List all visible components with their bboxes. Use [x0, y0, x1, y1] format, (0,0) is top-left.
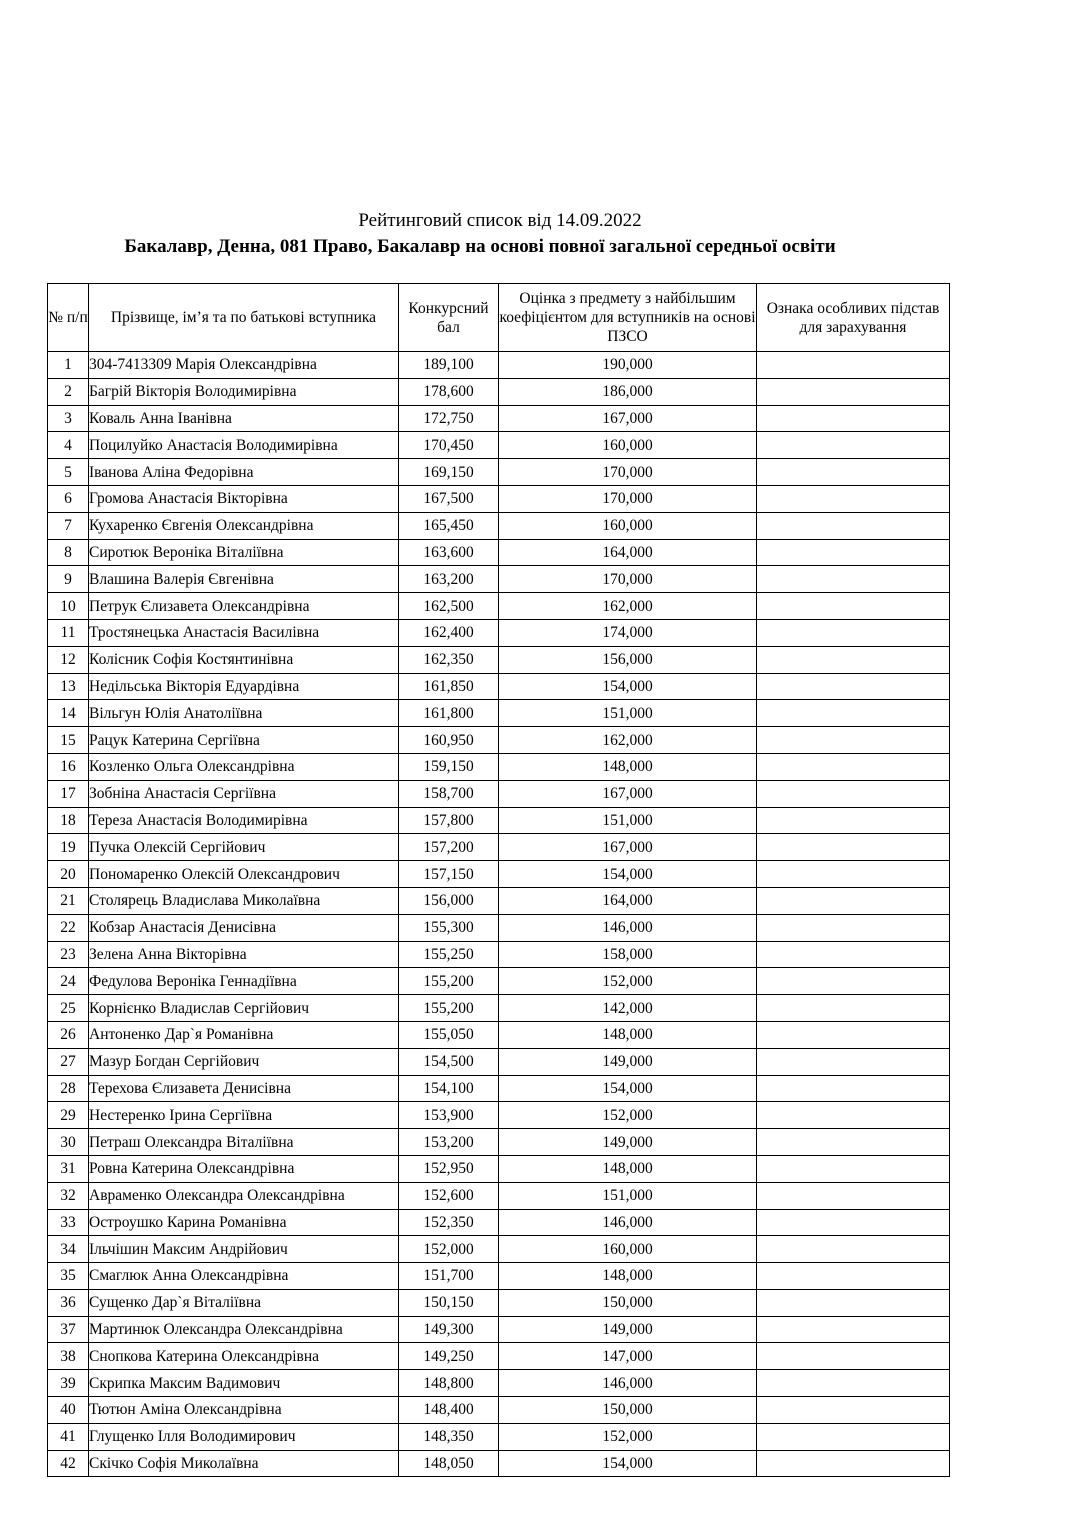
- applicant-name-cell: Скрипка Максим Вадимович: [89, 1370, 399, 1397]
- table-row: [48, 807, 950, 834]
- applicant-name-cell: Коваль Анна Іванівна: [89, 405, 399, 432]
- table-row: [48, 1129, 950, 1156]
- col-header-subject-score: Оцінка з предмету з найбільшим коефіцієнтом для вступників на основі ПЗСО: [499, 284, 757, 352]
- competitive-score-cell: 151,700: [399, 1263, 499, 1290]
- table-row: [48, 1423, 950, 1450]
- table-row: [48, 378, 950, 405]
- competitive-score-cell: 163,200: [399, 566, 499, 593]
- row-number-cell: 39: [48, 1370, 89, 1397]
- special-grounds-cell: [757, 995, 950, 1022]
- table-row: [48, 1048, 950, 1075]
- table-row: [48, 941, 950, 968]
- special-grounds-cell: [757, 673, 950, 700]
- special-grounds-cell: [757, 1370, 950, 1397]
- applicant-name-cell: Громова Анастасія Вікторівна: [89, 485, 399, 512]
- special-grounds-cell: [757, 459, 950, 486]
- special-grounds-cell: [757, 1316, 950, 1343]
- special-grounds-cell: [757, 1450, 950, 1477]
- subject-score-cell: 167,000: [499, 405, 757, 432]
- competitive-score-cell: 155,200: [399, 995, 499, 1022]
- row-number-cell: 7: [48, 512, 89, 539]
- subject-score-cell: 147,000: [499, 1343, 757, 1370]
- applicant-name-cell: Колісник Софія Костянтинівна: [89, 646, 399, 673]
- table-row: [48, 995, 950, 1022]
- row-number-cell: 11: [48, 619, 89, 646]
- competitive-score-cell: 148,400: [399, 1397, 499, 1424]
- applicant-name-cell: Ільчішин Максим Андрійович: [89, 1236, 399, 1263]
- competitive-score-cell: 159,150: [399, 753, 499, 780]
- competitive-score-cell: 153,200: [399, 1129, 499, 1156]
- subject-score-cell: 160,000: [499, 1236, 757, 1263]
- special-grounds-cell: [757, 1236, 950, 1263]
- competitive-score-cell: 152,350: [399, 1209, 499, 1236]
- special-grounds-cell: [757, 619, 950, 646]
- competitive-score-cell: 165,450: [399, 512, 499, 539]
- competitive-score-cell: 148,800: [399, 1370, 499, 1397]
- table-row: [48, 405, 950, 432]
- competitive-score-cell: 189,100: [399, 352, 499, 379]
- competitive-score-cell: 163,600: [399, 539, 499, 566]
- row-number-cell: 2: [48, 378, 89, 405]
- row-number-cell: 10: [48, 593, 89, 620]
- special-grounds-cell: [757, 1021, 950, 1048]
- subject-score-cell: 170,000: [499, 566, 757, 593]
- row-number-cell: 31: [48, 1155, 89, 1182]
- special-grounds-cell: [757, 432, 950, 459]
- subject-score-cell: 174,000: [499, 619, 757, 646]
- applicant-name-cell: Нестеренко Ірина Сергіївна: [89, 1102, 399, 1129]
- table-row: [48, 834, 950, 861]
- table-row: [48, 753, 950, 780]
- competitive-score-cell: 161,800: [399, 700, 499, 727]
- competitive-score-cell: 156,000: [399, 887, 499, 914]
- subject-score-cell: 142,000: [499, 995, 757, 1022]
- table-row: [48, 700, 950, 727]
- competitive-score-cell: 162,350: [399, 646, 499, 673]
- row-number-cell: 35: [48, 1263, 89, 1290]
- applicant-name-cell: Сущенко Дар`я Віталіївна: [89, 1289, 399, 1316]
- table-row: [48, 1450, 950, 1477]
- row-number-cell: 12: [48, 646, 89, 673]
- applicant-name-cell: Влашина Валерія Євгенівна: [89, 566, 399, 593]
- special-grounds-cell: [757, 1209, 950, 1236]
- table-row: [48, 1370, 950, 1397]
- competitive-score-cell: 148,350: [399, 1423, 499, 1450]
- applicant-name-cell: Вільгун Юлія Анатоліївна: [89, 700, 399, 727]
- competitive-score-cell: 160,950: [399, 727, 499, 754]
- applicant-name-cell: Рацук Катерина Сергіївна: [89, 727, 399, 754]
- applicant-name-cell: Федулова Вероніка Геннадіївна: [89, 968, 399, 995]
- applicant-name-cell: Петрук Єлизавета Олександрівна: [89, 593, 399, 620]
- subject-score-cell: 148,000: [499, 1021, 757, 1048]
- subject-score-cell: 154,000: [499, 673, 757, 700]
- applicant-name-cell: Снопкова Катерина Олександрівна: [89, 1343, 399, 1370]
- table-row: [48, 619, 950, 646]
- subject-score-cell: 146,000: [499, 914, 757, 941]
- applicant-name-cell: Тереза Анастасія Володимирівна: [89, 807, 399, 834]
- table-body: [48, 352, 950, 1477]
- subject-score-cell: 151,000: [499, 807, 757, 834]
- row-number-cell: 24: [48, 968, 89, 995]
- competitive-score-cell: 153,900: [399, 1102, 499, 1129]
- row-number-cell: 23: [48, 941, 89, 968]
- applicant-name-cell: Козленко Ольга Олександрівна: [89, 753, 399, 780]
- special-grounds-cell: [757, 753, 950, 780]
- row-number-cell: 9: [48, 566, 89, 593]
- row-number-cell: 25: [48, 995, 89, 1022]
- table-row: [48, 1289, 950, 1316]
- competitive-score-cell: 152,950: [399, 1155, 499, 1182]
- applicant-name-cell: Мазур Богдан Сергійович: [89, 1048, 399, 1075]
- competitive-score-cell: 162,500: [399, 593, 499, 620]
- table-row: [48, 1316, 950, 1343]
- special-grounds-cell: [757, 485, 950, 512]
- subject-score-cell: 152,000: [499, 1423, 757, 1450]
- subject-score-cell: 154,000: [499, 1450, 757, 1477]
- competitive-score-cell: 155,300: [399, 914, 499, 941]
- special-grounds-cell: [757, 378, 950, 405]
- row-number-cell: 5: [48, 459, 89, 486]
- row-number-cell: 19: [48, 834, 89, 861]
- subject-score-cell: 190,000: [499, 352, 757, 379]
- row-number-cell: 38: [48, 1343, 89, 1370]
- competitive-score-cell: 155,250: [399, 941, 499, 968]
- competitive-score-cell: 152,000: [399, 1236, 499, 1263]
- table-row: [48, 887, 950, 914]
- table-row: [48, 512, 950, 539]
- applicant-name-cell: Поцилуйко Анастасія Володимирівна: [89, 432, 399, 459]
- subject-score-cell: 149,000: [499, 1048, 757, 1075]
- subject-score-cell: 150,000: [499, 1397, 757, 1424]
- special-grounds-cell: [757, 539, 950, 566]
- subject-score-cell: 152,000: [499, 1102, 757, 1129]
- applicant-name-cell: Іванова Аліна Федорівна: [89, 459, 399, 486]
- special-grounds-cell: [757, 1155, 950, 1182]
- table-row: [48, 1236, 950, 1263]
- special-grounds-cell: [757, 405, 950, 432]
- subject-score-cell: 149,000: [499, 1316, 757, 1343]
- row-number-cell: 15: [48, 727, 89, 754]
- col-header-special-grounds: Ознака особливих підстав для зарахування: [757, 284, 950, 352]
- special-grounds-cell: [757, 1397, 950, 1424]
- row-number-cell: 28: [48, 1075, 89, 1102]
- row-number-cell: 16: [48, 753, 89, 780]
- subject-score-cell: 162,000: [499, 727, 757, 754]
- table-row: [48, 352, 950, 379]
- subject-score-cell: 170,000: [499, 459, 757, 486]
- competitive-score-cell: 148,050: [399, 1450, 499, 1477]
- table-row: [48, 914, 950, 941]
- table-row: [48, 593, 950, 620]
- table-row: [48, 968, 950, 995]
- competitive-score-cell: 162,400: [399, 619, 499, 646]
- competitive-score-cell: 149,250: [399, 1343, 499, 1370]
- special-grounds-cell: [757, 1182, 950, 1209]
- table-header: [48, 284, 950, 352]
- subject-score-cell: 162,000: [499, 593, 757, 620]
- competitive-score-cell: 155,200: [399, 968, 499, 995]
- applicant-name-cell: Глущенко Ілля Володимирович: [89, 1423, 399, 1450]
- row-number-cell: 18: [48, 807, 89, 834]
- table-row: [48, 1155, 950, 1182]
- special-grounds-cell: [757, 1102, 950, 1129]
- row-number-cell: 4: [48, 432, 89, 459]
- subject-score-cell: 146,000: [499, 1209, 757, 1236]
- competitive-score-cell: 169,150: [399, 459, 499, 486]
- special-grounds-cell: [757, 914, 950, 941]
- special-grounds-cell: [757, 1343, 950, 1370]
- special-grounds-cell: [757, 861, 950, 888]
- special-grounds-cell: [757, 1263, 950, 1290]
- competitive-score-cell: 150,150: [399, 1289, 499, 1316]
- table-row: [48, 1397, 950, 1424]
- applicant-name-cell: Недільська Вікторія Едуардівна: [89, 673, 399, 700]
- applicant-name-cell: Пучка Олексій Сергійович: [89, 834, 399, 861]
- subject-score-cell: 151,000: [499, 1182, 757, 1209]
- table-row: [48, 1075, 950, 1102]
- special-grounds-cell: [757, 727, 950, 754]
- special-grounds-cell: [757, 1129, 950, 1156]
- row-number-cell: 30: [48, 1129, 89, 1156]
- applicant-name-cell: Тростянецька Анастасія Василівна: [89, 619, 399, 646]
- subject-score-cell: 167,000: [499, 780, 757, 807]
- special-grounds-cell: [757, 780, 950, 807]
- row-number-cell: 41: [48, 1423, 89, 1450]
- competitive-score-cell: 152,600: [399, 1182, 499, 1209]
- row-number-cell: 13: [48, 673, 89, 700]
- subject-score-cell: 164,000: [499, 539, 757, 566]
- subject-score-cell: 152,000: [499, 968, 757, 995]
- table-row: [48, 1102, 950, 1129]
- special-grounds-cell: [757, 887, 950, 914]
- competitive-score-cell: 167,500: [399, 485, 499, 512]
- subject-score-cell: 170,000: [499, 485, 757, 512]
- row-number-cell: 37: [48, 1316, 89, 1343]
- row-number-cell: 8: [48, 539, 89, 566]
- subject-score-cell: 158,000: [499, 941, 757, 968]
- subject-score-cell: 156,000: [499, 646, 757, 673]
- subject-score-cell: 154,000: [499, 1075, 757, 1102]
- competitive-score-cell: 170,450: [399, 432, 499, 459]
- col-header-number: № п/п: [48, 284, 89, 352]
- applicant-name-cell: Ровна Катерина Олександрівна: [89, 1155, 399, 1182]
- row-number-cell: 42: [48, 1450, 89, 1477]
- subject-score-cell: 186,000: [499, 378, 757, 405]
- competitive-score-cell: 154,100: [399, 1075, 499, 1102]
- applicant-name-cell: Смаглюк Анна Олександрівна: [89, 1263, 399, 1290]
- table-row: [48, 485, 950, 512]
- special-grounds-cell: [757, 352, 950, 379]
- subject-score-cell: 151,000: [499, 700, 757, 727]
- competitive-score-cell: 149,300: [399, 1316, 499, 1343]
- subject-score-cell: 150,000: [499, 1289, 757, 1316]
- row-number-cell: 14: [48, 700, 89, 727]
- special-grounds-cell: [757, 1075, 950, 1102]
- subject-score-cell: 148,000: [499, 1155, 757, 1182]
- applicant-name-cell: Остроушко Карина Романівна: [89, 1209, 399, 1236]
- row-number-cell: 40: [48, 1397, 89, 1424]
- competitive-score-cell: 157,150: [399, 861, 499, 888]
- competitive-score-cell: 157,200: [399, 834, 499, 861]
- table-row: [48, 1209, 950, 1236]
- competitive-score-cell: 157,800: [399, 807, 499, 834]
- special-grounds-cell: [757, 807, 950, 834]
- subject-score-cell: 149,000: [499, 1129, 757, 1156]
- applicant-name-cell: Кобзар Анастасія Денисівна: [89, 914, 399, 941]
- applicant-name-cell: Сиротюк Вероніка Віталіївна: [89, 539, 399, 566]
- applicant-name-cell: Зелена Анна Вікторівна: [89, 941, 399, 968]
- applicant-name-cell: Столярець Владислава Миколаївна: [89, 887, 399, 914]
- col-header-score: Конкурсний бал: [399, 284, 499, 352]
- row-number-cell: 6: [48, 485, 89, 512]
- applicant-name-cell: Тютюн Аміна Олександрівна: [89, 1397, 399, 1424]
- table-row: [48, 780, 950, 807]
- applicant-name-cell: Антоненко Дар`я Романівна: [89, 1021, 399, 1048]
- row-number-cell: 17: [48, 780, 89, 807]
- applicant-name-cell: Пономаренко Олексій Олександрович: [89, 861, 399, 888]
- applicant-name-cell: Кухаренко Євгенія Олександрівна: [89, 512, 399, 539]
- row-number-cell: 21: [48, 887, 89, 914]
- applicant-name-cell: Скічко Софія Миколаївна: [89, 1450, 399, 1477]
- table-row: [48, 727, 950, 754]
- row-number-cell: 20: [48, 861, 89, 888]
- special-grounds-cell: [757, 834, 950, 861]
- subject-score-cell: 167,000: [499, 834, 757, 861]
- row-number-cell: 29: [48, 1102, 89, 1129]
- special-grounds-cell: [757, 941, 950, 968]
- subject-score-cell: 160,000: [499, 432, 757, 459]
- table-row: [48, 432, 950, 459]
- special-grounds-cell: [757, 512, 950, 539]
- table-row: [48, 1182, 950, 1209]
- table-row: [48, 646, 950, 673]
- special-grounds-cell: [757, 1289, 950, 1316]
- special-grounds-cell: [757, 968, 950, 995]
- row-number-cell: 3: [48, 405, 89, 432]
- subject-score-cell: 148,000: [499, 753, 757, 780]
- table-row: [48, 539, 950, 566]
- table-row: [48, 1021, 950, 1048]
- special-grounds-cell: [757, 1423, 950, 1450]
- competitive-score-cell: 161,850: [399, 673, 499, 700]
- header-row: [48, 284, 950, 352]
- special-grounds-cell: [757, 593, 950, 620]
- applicant-name-cell: Авраменко Олександра Олександрівна: [89, 1182, 399, 1209]
- subject-score-cell: 164,000: [499, 887, 757, 914]
- rating-table: [47, 283, 950, 1477]
- special-grounds-cell: [757, 700, 950, 727]
- table-row: [48, 1343, 950, 1370]
- table-row: [48, 459, 950, 486]
- competitive-score-cell: 158,700: [399, 780, 499, 807]
- row-number-cell: 27: [48, 1048, 89, 1075]
- special-grounds-cell: [757, 566, 950, 593]
- row-number-cell: 32: [48, 1182, 89, 1209]
- applicant-name-cell: 304-7413309 Марія Олександрівна: [89, 352, 399, 379]
- applicant-name-cell: Мартинюк Олександра Олександрівна: [89, 1316, 399, 1343]
- competitive-score-cell: 155,050: [399, 1021, 499, 1048]
- applicant-name-cell: Петраш Олександра Віталіївна: [89, 1129, 399, 1156]
- row-number-cell: 22: [48, 914, 89, 941]
- page-subtitle: Бакалавр, Денна, 081 Право, Бакалавр на основі повної загальної середньої освіти: [124, 236, 836, 257]
- special-grounds-cell: [757, 1048, 950, 1075]
- applicant-name-cell: Багрій Вікторія Володимирівна: [89, 378, 399, 405]
- table-row: [48, 861, 950, 888]
- row-number-cell: 34: [48, 1236, 89, 1263]
- row-number-cell: 33: [48, 1209, 89, 1236]
- row-number-cell: 1: [48, 352, 89, 379]
- page-title: Рейтинговий список від 14.09.2022: [358, 210, 642, 231]
- competitive-score-cell: 154,500: [399, 1048, 499, 1075]
- row-number-cell: 26: [48, 1021, 89, 1048]
- applicant-name-cell: Терехова Єлизавета Денисівна: [89, 1075, 399, 1102]
- col-header-name: Прізвище, ім’я та по батькові вступника: [89, 284, 399, 352]
- subject-score-cell: 146,000: [499, 1370, 757, 1397]
- subject-score-cell: 148,000: [499, 1263, 757, 1290]
- table-row: [48, 566, 950, 593]
- special-grounds-cell: [757, 646, 950, 673]
- competitive-score-cell: 172,750: [399, 405, 499, 432]
- competitive-score-cell: 178,600: [399, 378, 499, 405]
- applicant-name-cell: Зобніна Анастасія Сергіївна: [89, 780, 399, 807]
- applicant-name-cell: Корнієнко Владислав Сергійович: [89, 995, 399, 1022]
- row-number-cell: 36: [48, 1289, 89, 1316]
- table-row: [48, 673, 950, 700]
- subject-score-cell: 160,000: [499, 512, 757, 539]
- table-row: [48, 1263, 950, 1290]
- subject-score-cell: 154,000: [499, 861, 757, 888]
